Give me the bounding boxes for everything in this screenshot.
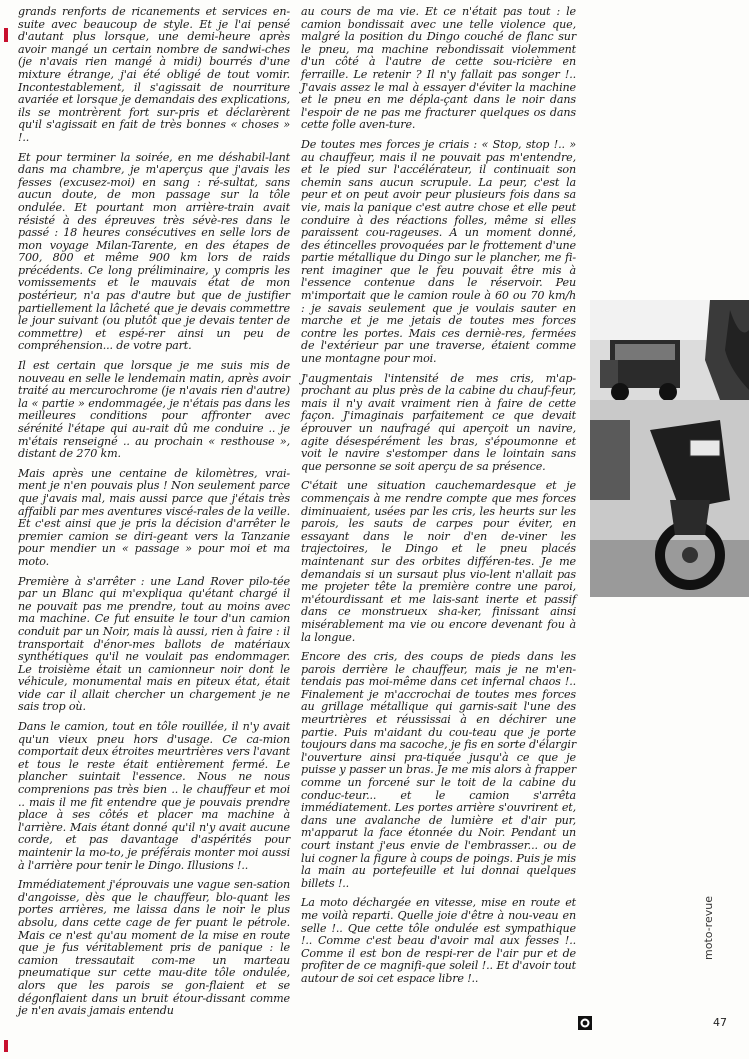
margin-red-mark-top [4,28,8,42]
paragraph: au cours de ma vie. Et ce n'était pas tout : le camion bondissait avec une telle violence que, malgré la position du Dingo couché de flanc sur le pneu, ma machine rebondissait violemment d'un côté à l'autre de cette sou-ricière en ferraille. Le retenir ? Il n'y fallait pas songer !.. J'avais assez le mal à essayer d'éviter la machine et le pneu en me dépla-çant dans le noir dans l'espoir de ne pas me fracturer quelques os dans cette folle aven-ture. [301,5,576,132]
left-text-column [18,6,290,1025]
magazine-logo-icon [578,1016,592,1030]
paragraph: Il est certain que lorsque je me suis mis de nouveau en selle le lendemain matin, après avoir traité au mercurochrome (je n'avais rien d'autre) la « partie » endommagée, je n'étais pas dans les meilleures conditions pour affronter avec sérénité l'étape qui au-rait dû me conduire .. je m'étais renseigné .. au prochain « resthouse », distant de 270 km. [18,359,290,461]
paragraph: Encore des cris, des coups de pieds dans les parois derrière le chauffeur, mais je ne m'en-tendais pas moi-même dans cet infernal chaos !.. Finalement je m'accrochai de toutes mes forces au grillage métallique qui garnis-sait l'une des meurtrières et réussissai à en déchirer une partie. Puis m'aidant du cou-teau que je porte toujours dans ma sacoche, je fis en sorte d'élargir l'ouverture ainsi pra-tiquée jusqu'à ce que je puisse y passer un bras. Je me mis alors à frapper comme un forcené sur le toit de la cabine du conduc-teur... et le camion s'arrêta immédiatement. Les portes arrière s'ouvrirent et, dans une avalanche de lumière et d'air pur, m'apparut la face étonnée du Noir. Pendant un court instant j'eus envie de l'embrasser... ou de lui cogner la figure à coups de poings. Puis je mis la main au portefeuille et lui donnai quelques billets !.. [301,650,576,890]
paragraph: De toutes mes forces je criais : « Stop, stop !.. » au chauffeur, mais il ne pouvait pas m'entendre, et le pied sur l'accélérateur, il continuait son chemin sans aucun scrupule. La peur, c'est la peur et on peut avoir peur plusieurs fois dans sa vie, mais la panique c'est autre chose et elle peut conduire à des réactions folles, même si elles paraissent cou-rageuses. A un moment donné, des étincelles provoquées par le frottement d'une partie métallique du Dingo sur le plancher, me fi-rent imaginer que le feu pouvait être mis à l'essence contenue dans le réservoir. Peu m'importait que le camion roule à 60 ou 70 km/h : je savais seulement que je voulais sauter en marche et je me jetais de toutes mes forces contre les portes. Mais ces derniè-res, fermées de l'extérieur par une traverse, étaient comme une montagne pour moi. [301,137,576,366]
paragraph: La moto déchargée en vitesse, mise en route et me voilà reparti. Quelle joie d'être à nou-veau en selle !.. Que cette tôle ondulée est sympathique !.. Comme c'est beau d'avoir mal aux fesses !.. Comme il est bon de respi-rer de l'air pur et de profiter de ce magnifi-que soleil !.. Et d'avoir tout autour de soi cet espace libre !.. [301,896,576,985]
paragraph: J'augmentais l'intensité de mes cris, m'ap-prochant au plus près de la cabine du chauf-feur, mais il n'y avait vraiment rien à faire de cette façon. J'imaginais parfaitement ce que devait éprouver un naufragé qui aperçoit un navire, agite désespérément les bras, s'époumonne et voit le navire s'estomper dans le lointain sans que personne se soit aperçu de sa présence. [301,371,576,473]
magazine-name: moto-revue [702,896,715,960]
paragraph: Première à s'arrêter : une Land Rover pilo-tée par un Blanc qui m'expliqua qu'étant chargé il ne pouvait pas me prendre, tout au moins avec ma machine. Ce fut ensuite le tour d'un camion conduit par un Noir, mais là aussi, rien à faire : il transportait d'énor-mes ballots de matériaux synthétiques qu'il ne voulait pas endommager. Le troisième était un camionneur noir dont le véhicule, monumental mais en piteux état, était vide car il allait chercher un chargement je ne sais trop où. [18,574,290,714]
middle-text-column [301,6,576,993]
paragraph: Dans le camion, tout en tôle rouillée, il n'y avait qu'un vieux pneu hors d'usage. Ce ca-mion comportait deux étroites meurtrières vers l'avant et tous le reste était entièrement fermé. Le plancher suintait l'essence. Nous ne nous comprenions pas très bien .. le chauffeur et moi .. mais il me fit entendre que je pouvais prendre place à ses côtés et placer ma machine à l'arrière. Mais étant donné qu'il n'y avait aucune corde, et pas davantage d'aspérités pour maintenir la mo-to, je préférais monter moi aussi à l'arrière pour tenir le Dingo. Illusions !.. [18,720,290,872]
paragraph: Immédiatement j'éprouvais une vague sen-sation d'angoisse, dès que le chauffeur, blo-quant les portes arrières, me laissa dans le noir le plus absolu, dans cette cage de fer puant le pétrole. Mais ce n'est qu'au moment de la mise en route que je fus véritablement pris de panique : le camion tressautait com-me un marteau pneumatique sur cette mau-dite tôle ondulée, alors que les parois se gon-flaient et se dégonflaient dans un bruit étour-dissant comme je n'en avais jamais entendu [18,878,290,1018]
paragraph: Mais après une centaine de kilomètres, vrai-ment je n'en pouvais plus ! Non seulement parce que j'avais mal, mais aussi parce que j'étais très affaibli par mes aventures viscé-rales de la veille. Et c'est ainsi que je pris la décision d'arrêter le premier camion se diri-geant vers la Tanzanie pour mendier un « passage » pour moi et ma moto. [18,466,290,568]
photo-illustration [590,300,749,597]
margin-red-mark-bottom [4,1040,8,1052]
paragraph: Et pour terminer la soirée, en me déshabil-lant dans ma chambre, je m'aperçus que j'avais les fesses (excusez-moi) en sang : ré-sultat, sans aucun doute, de mon passage sur la tôle ondulée. Et pourtant mon arrière-train avait résisté à des épreuves très sévè-res dans le passé : 18 heures consécutives en selle lors de mon voyage Milan-Tarente, en des étapes de 700, 800 et même 900 km lors de raids précédents. Ce long préliminaire, y compris les vomissements et le mauvais état de mon postérieur, n'a pas d'autre but que de justifier partiellement la lâcheté que je devais commettre le jour suivant (ou plutôt que je devais tenter de commettre) et espé-rer ainsi un peu de compréhension... de votre part. [18,150,290,353]
paragraph: grands renforts de ricanements et services en-suite avec beaucoup de style. Et je l'ai pensé d'autant plus lorsque, une demi-heure après avoir mangé un certain nombre de sandwi-ches (je n'avais rien mangé à midi) bourrés d'une mixture étrange, j'ai été obligé de tout vomir. Incontestablement, il s'agissait de nourriture avariée et lorsque je demandais des explications, ils se montrèrent fort sur-pris et déclarèrent qu'il s'agissait en fait de très bonnes « choses » !.. [18,5,290,144]
paragraph: C'était une situation cauchemardesque et je commençais à me rendre compte que mes forces diminuaient, usées par les cris, les heurts sur les parois, les sauts de carpes pour éviter, en essayant dans le noir d'en de-viner les trajectoires, le Dingo et le pneu placés maintenant sur des orbites différen-tes. Je me demandais si un sursaut plus vio-lent n'allait pas me projeter tête la première contre une paroi, m'étourdissant et me lais-sant inerte et passif dans ce monstrueux sha-ker, finissant ainsi misérablement ma vie ou encore devenant fou à la longue. [301,479,576,644]
truck-motorcycle-photo [590,300,749,597]
page-number: 47 [713,1016,727,1029]
